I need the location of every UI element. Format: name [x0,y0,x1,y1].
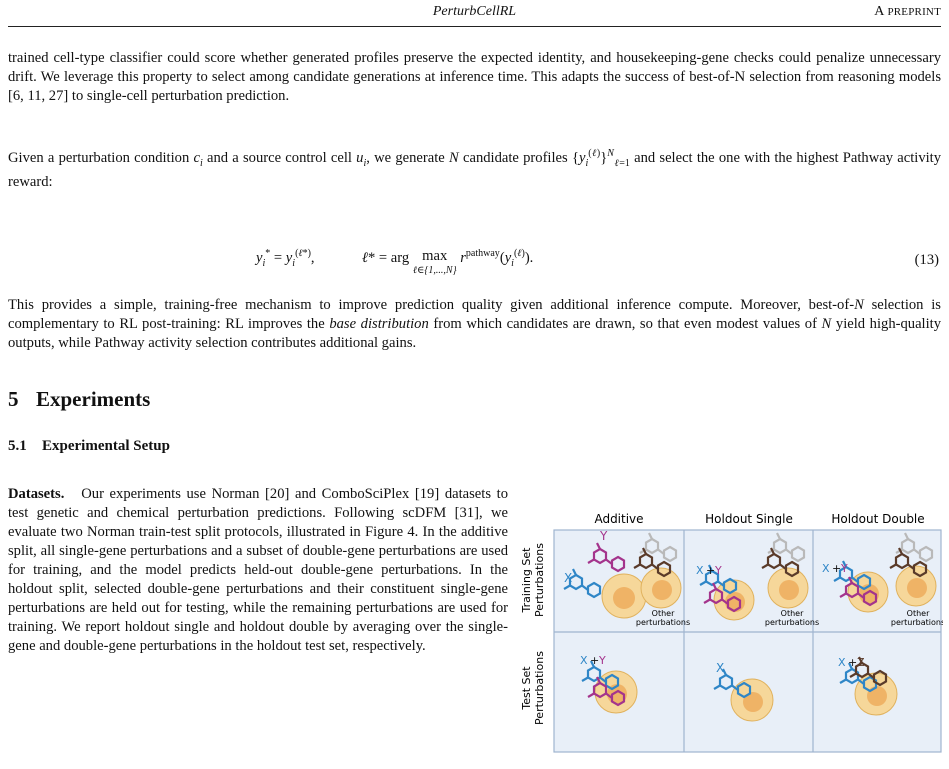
row-label-test-line1: Test Set [520,666,533,710]
math-ci: $c_i$ [193,149,203,169]
math-ui: $u_i$ [356,149,367,169]
paragraph-training-free [8,296,941,353]
other-label-line2: perturbations [635,618,691,627]
label-y: Y [715,564,722,577]
nucleus-icon [652,580,672,600]
label-x: X [822,562,830,575]
running-title: PerturbCellRL [432,4,517,19]
section-heading [8,387,150,412]
header-rule [8,26,941,27]
row-label-training-line1: Training Set [520,547,533,613]
row-label-test-line2: Perturbations [533,651,546,725]
equation-number: (13) [914,252,939,268]
eq-range: ℓ∈{1,...,N} [412,265,457,276]
preprint-label [874,4,941,20]
label-plus: + [590,654,600,667]
math-candidate-set: $\{y_i^{(\ell)}\}^N_{\ell=1}$ [571,148,630,169]
subsection-heading [8,438,170,455]
equation-13 [8,240,941,280]
label-y: Y [599,654,606,667]
para2-text-b: and a source control cell [207,149,352,166]
section-number: 5 [8,387,19,411]
paragraph-best-of-n-intro: trained cell-type classifier could score whether generated profiles preserve the expected identity, and housekeeping-gene checks could penalize unnecessary drift. We leverage this property to select among candidate generations at inference time. This adapts the success of best-of-N selection from reasoning models [6, 11, 27] to single-cell perturbation prediction. [8,50,941,104]
label-x: X [696,564,704,577]
nucleus-icon [613,587,635,609]
label-x: X [580,654,588,667]
nucleus-icon [779,580,799,600]
label-x: X [716,661,725,675]
label-y: Y [841,562,848,575]
section-title: Experiments [36,387,151,411]
nucleus-icon [907,578,927,598]
col-header-holdout-double: Holdout Double [831,512,925,526]
para3-text-a: This provides a simple, training-free mechanism to improve prediction quality given additional inference compute. Moreover, best-of- [8,297,855,313]
other-label-line2: perturbations [890,618,943,627]
label-z: Z [857,656,865,669]
label-plus: + [848,656,858,669]
label-x: X [838,656,846,669]
datasets-lead: Datasets. [8,486,65,502]
paragraph-datasets [8,485,508,656]
nucleus-icon [867,686,887,706]
para2-text-d: candidate profiles [462,149,568,166]
equation-body: $y_i^* = y_i^{(\ell*)}$, ℓ* = arg max $^{\ell\in\{1,...,N\}}$ $r^{pathway}(y_i^{(\ell)})$. [256,248,534,276]
eq-max: max [422,248,448,264]
preprint-first: A [874,4,884,19]
other-label-line1: Other [780,609,804,618]
label-x: X [564,571,573,585]
row-label-training-line2: Perturbations [533,543,546,617]
math-n-3: N [821,316,832,332]
label-plus: + [832,562,842,575]
para2-text-c: , we generate [366,149,445,166]
subsection-title: Experimental Setup [42,438,170,454]
other-label-line1: Other [906,609,930,618]
row-label-test [520,651,546,725]
preprint-rest: PREPRINT [887,6,941,18]
math-n-2: N [854,297,864,313]
para3-text-e: yield high-quality outputs, while Pathway activity selection contributes additional gains. [8,316,942,351]
para3-emph: base distribution [329,316,429,332]
row-label-training [520,543,546,617]
eq-reward-sup: pathway [465,248,500,259]
figure-svg [516,506,943,756]
para2-text-e: and select the one with the highest Pathway activity reward: [8,149,942,190]
label-y: Y [600,529,608,543]
paragraph-selection [8,144,941,192]
para3-text-d: from which candidates are drawn, so that even modest values of [433,316,817,332]
col-header-holdout-single: Holdout Single [705,512,793,526]
datasets-body: Our experiments use Norman [20] and ComboSciPlex [19] datasets to test genetic and chemical perturbation predictions. Following scDFM [31], we evaluate two Norman train-test split protocols, illustrated in Figure 4. In the additive split, all single-gene perturbations and a subset of double-gene perturbations are used for training, and the model predicts held-out double-gene perturbations. In the holdout split, selected double-gene perturbations and their constituent single-gene perturbations are held out for testing, while the remaining perturbations are used for training. We report holdout single and holdout double by averaging over the single-gene and double-gene perturbations in the holdout test set, respectively. [8,486,508,654]
math-n: N [449,149,459,166]
figure-split-protocols [516,506,943,756]
para3-text-b: selection is complementary to RL post-training: RL improves the [8,297,941,332]
col-header-additive: Additive [594,512,644,526]
subsection-number: 5.1 [8,438,27,454]
label-plus: + [706,564,716,577]
para2-text-a: Given a perturbation condition [8,149,190,166]
eq-arg: arg [390,249,410,266]
other-label-line1: Other [651,609,675,618]
other-label-line2: perturbations [764,618,820,627]
